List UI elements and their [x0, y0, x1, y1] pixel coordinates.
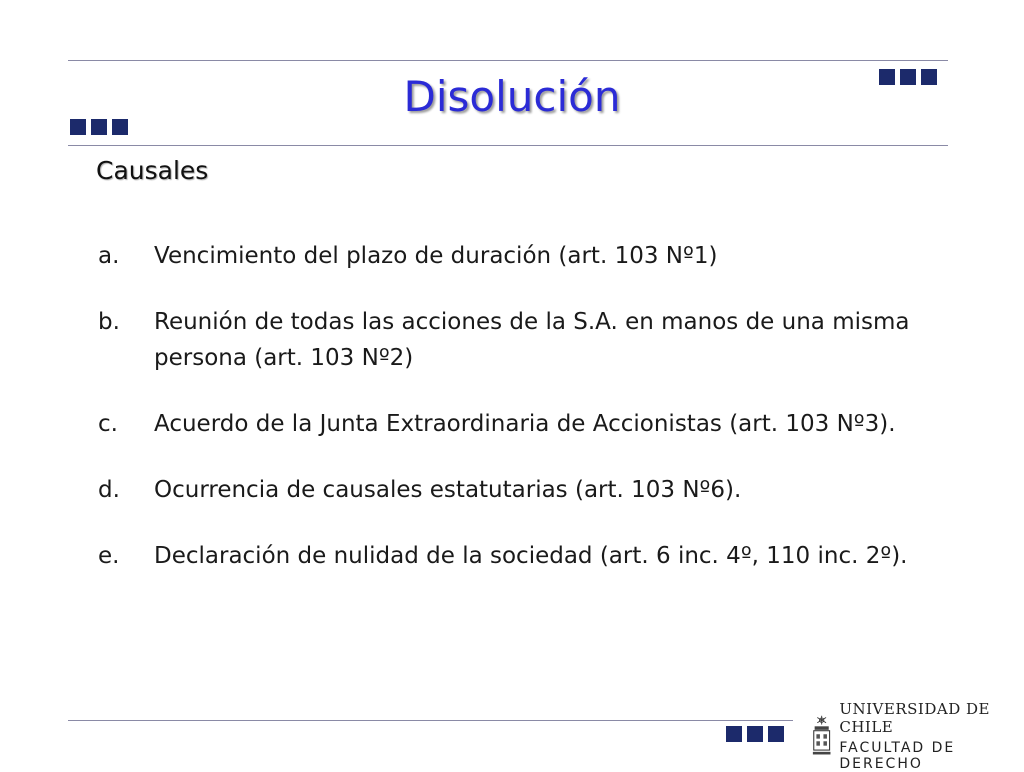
- bottom-rule: [68, 720, 793, 721]
- crest-icon: [812, 711, 831, 761]
- list-text: Acuerdo de la Junta Extraordinaria de Accionistas (art. 103 Nº3).: [154, 411, 896, 437]
- list-item: [98, 472, 998, 508]
- top-rule: [68, 60, 948, 61]
- list-text: Ocurrencia de causales estatutarias (art. 103 Nº6).: [154, 477, 742, 503]
- logo-faculty: FACULTAD DE DERECHO: [839, 740, 956, 772]
- title-rule: [68, 145, 948, 146]
- university-logo: [812, 700, 1024, 772]
- logo-university: UNIVERSIDAD DE CHILE: [839, 700, 990, 736]
- list-item: [98, 304, 998, 376]
- slide-subtitle: Causales: [96, 156, 209, 185]
- list-marker: a.: [98, 243, 120, 269]
- list-text: Vencimiento del plazo de duración (art. 103 Nº1): [154, 243, 718, 269]
- list-marker: d.: [98, 477, 120, 503]
- list-text: Declaración de nulidad de la sociedad (art. 6 inc. 4º, 110 inc. 2º).: [154, 543, 908, 569]
- decor-squares-bottom: [726, 726, 784, 742]
- logo-text: [839, 700, 1024, 772]
- list-marker: c.: [98, 411, 118, 437]
- list-item: [98, 538, 998, 574]
- list-item: [98, 238, 998, 274]
- list-text: Reunión de todas las acciones de la S.A. en manos de una misma persona (art. 103 Nº2): [154, 309, 910, 371]
- list-marker: e.: [98, 543, 120, 569]
- list-marker: b.: [98, 309, 120, 335]
- slide-title: Disolución: [403, 72, 621, 121]
- list-item: [98, 406, 998, 442]
- decor-squares-left: [70, 119, 128, 135]
- causes-list: [98, 238, 998, 604]
